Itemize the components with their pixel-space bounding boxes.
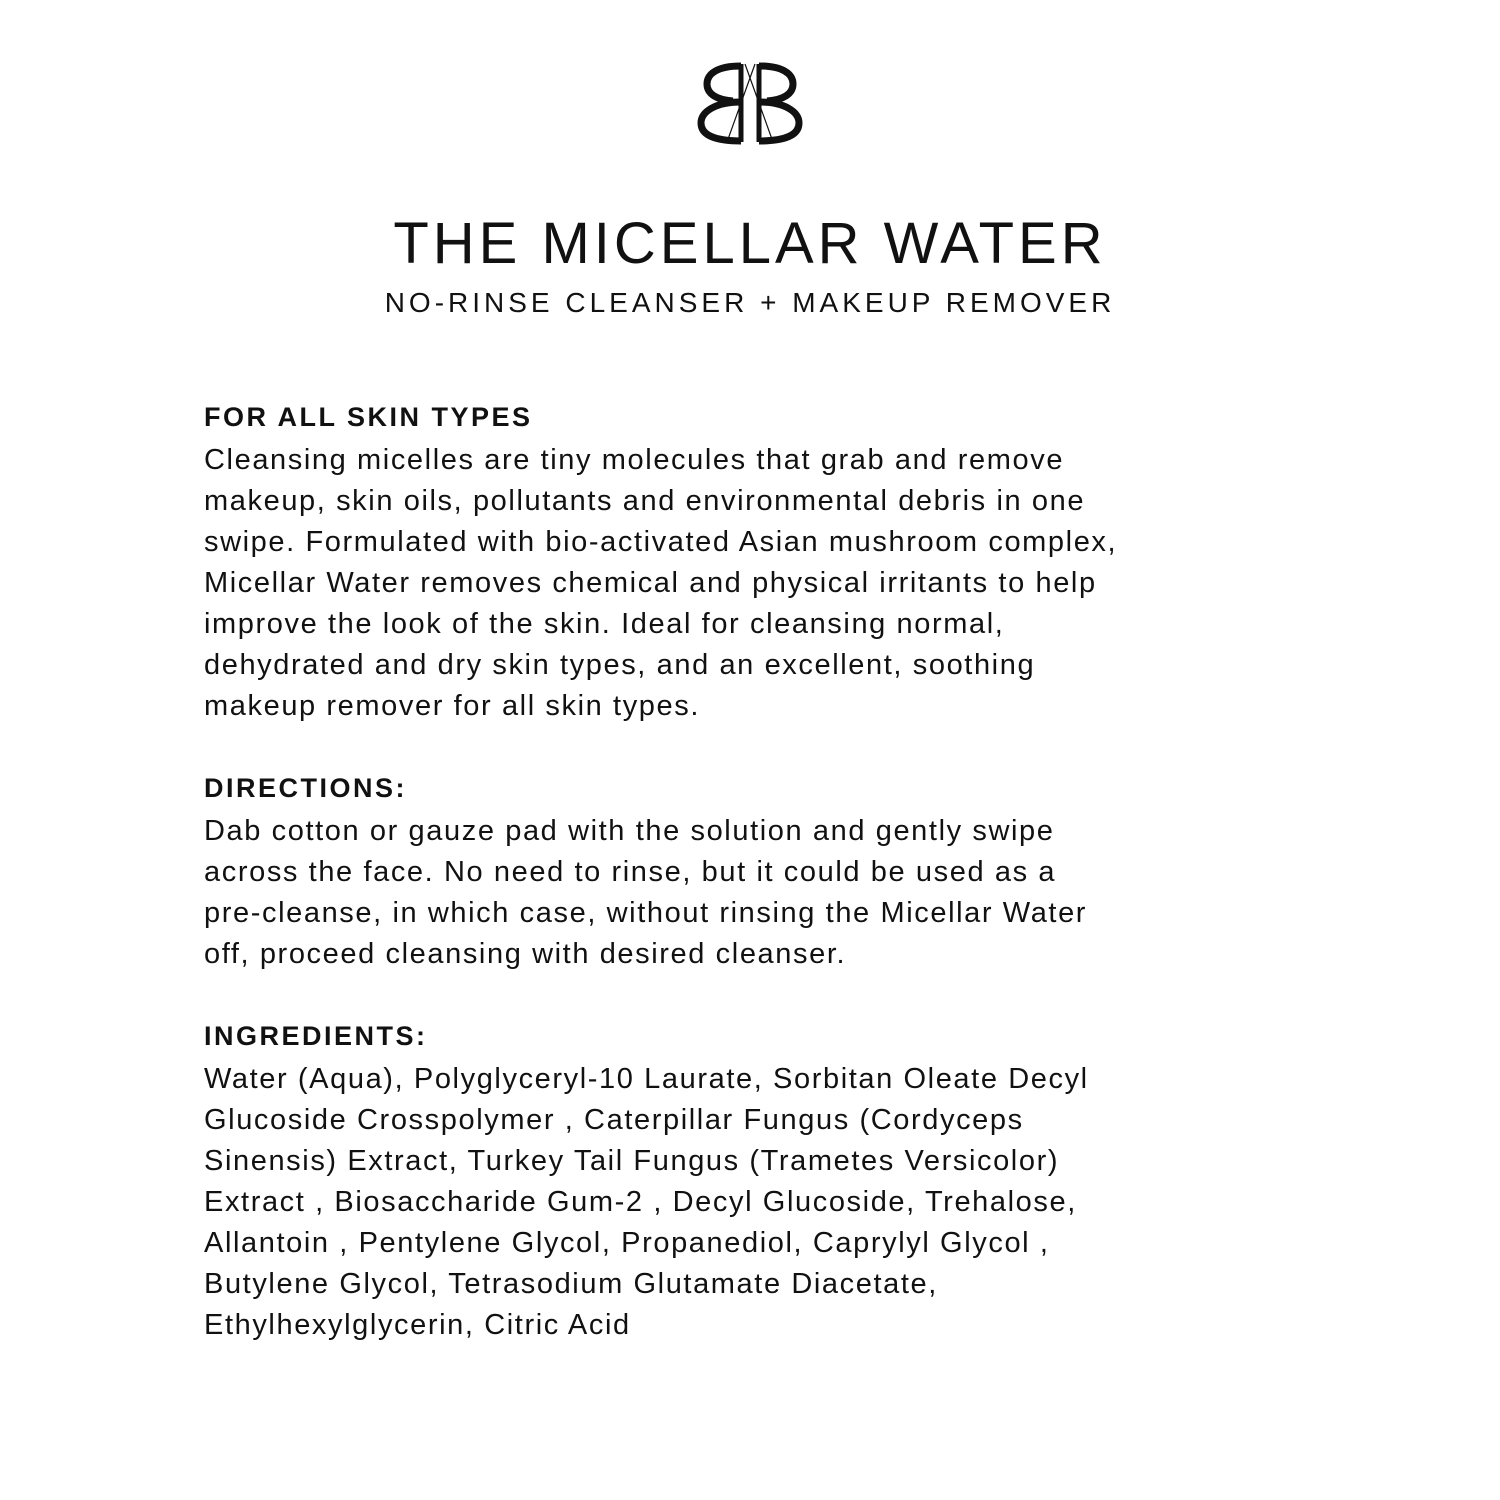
section-heading: INGREDIENTS: [204,1021,428,1051]
product-details [204,398,1304,1388]
product-subtitle: NO-RINSE CLEANSER + MAKEUP REMOVER [384,287,1116,318]
section-body: Dab cotton or gauze pad with the solution and gently swipe across the face. No need to rinse, but it could be used as a pre-cleanse, in which case, without rinsing the Micellar Water off, proceed cleansing with desired cleanser. [204,815,1088,970]
section-heading: FOR ALL SKIN TYPES [204,402,533,432]
section-skin-types [204,398,1304,727]
section-directions [204,769,1304,975]
section-body: Water (Aqua), Polyglyceryl-10 Laurate, Sorbitan Oleate Decyl Glucoside Crosspolymer , Caterpillar Fungus (Cordyceps Sinensis) Extract, Turkey Tail Fungus (Trametes Versicolor) Extract , Biosaccharide Gum-2 , Decyl Glucoside, Trehalose, Allantoin , Pentylene Glycol, Propanediol, Caprylyl Glycol , Butylene Glycol, Tetrasodium Glutamate Diacetate, Ethylhexylglycerin, Citric Acid [204,1063,1089,1341]
section-ingredients [204,1017,1304,1346]
bb-monogram-icon [693,60,807,146]
product-title: THE MICELLAR WATER [393,211,1107,276]
section-body: Cleansing micelles are tiny molecules that grab and remove makeup, skin oils, pollutants and environmental debris in one swipe. Formulated with bio-activated Asian mushroom complex, Micellar Water removes chemical and physical irritants to help improve the look of the skin. Ideal for cleansing normal, dehydrated and dry skin types, and an excellent, soothing makeup remover for all skin types. [204,444,1118,722]
section-heading: DIRECTIONS: [204,773,407,803]
